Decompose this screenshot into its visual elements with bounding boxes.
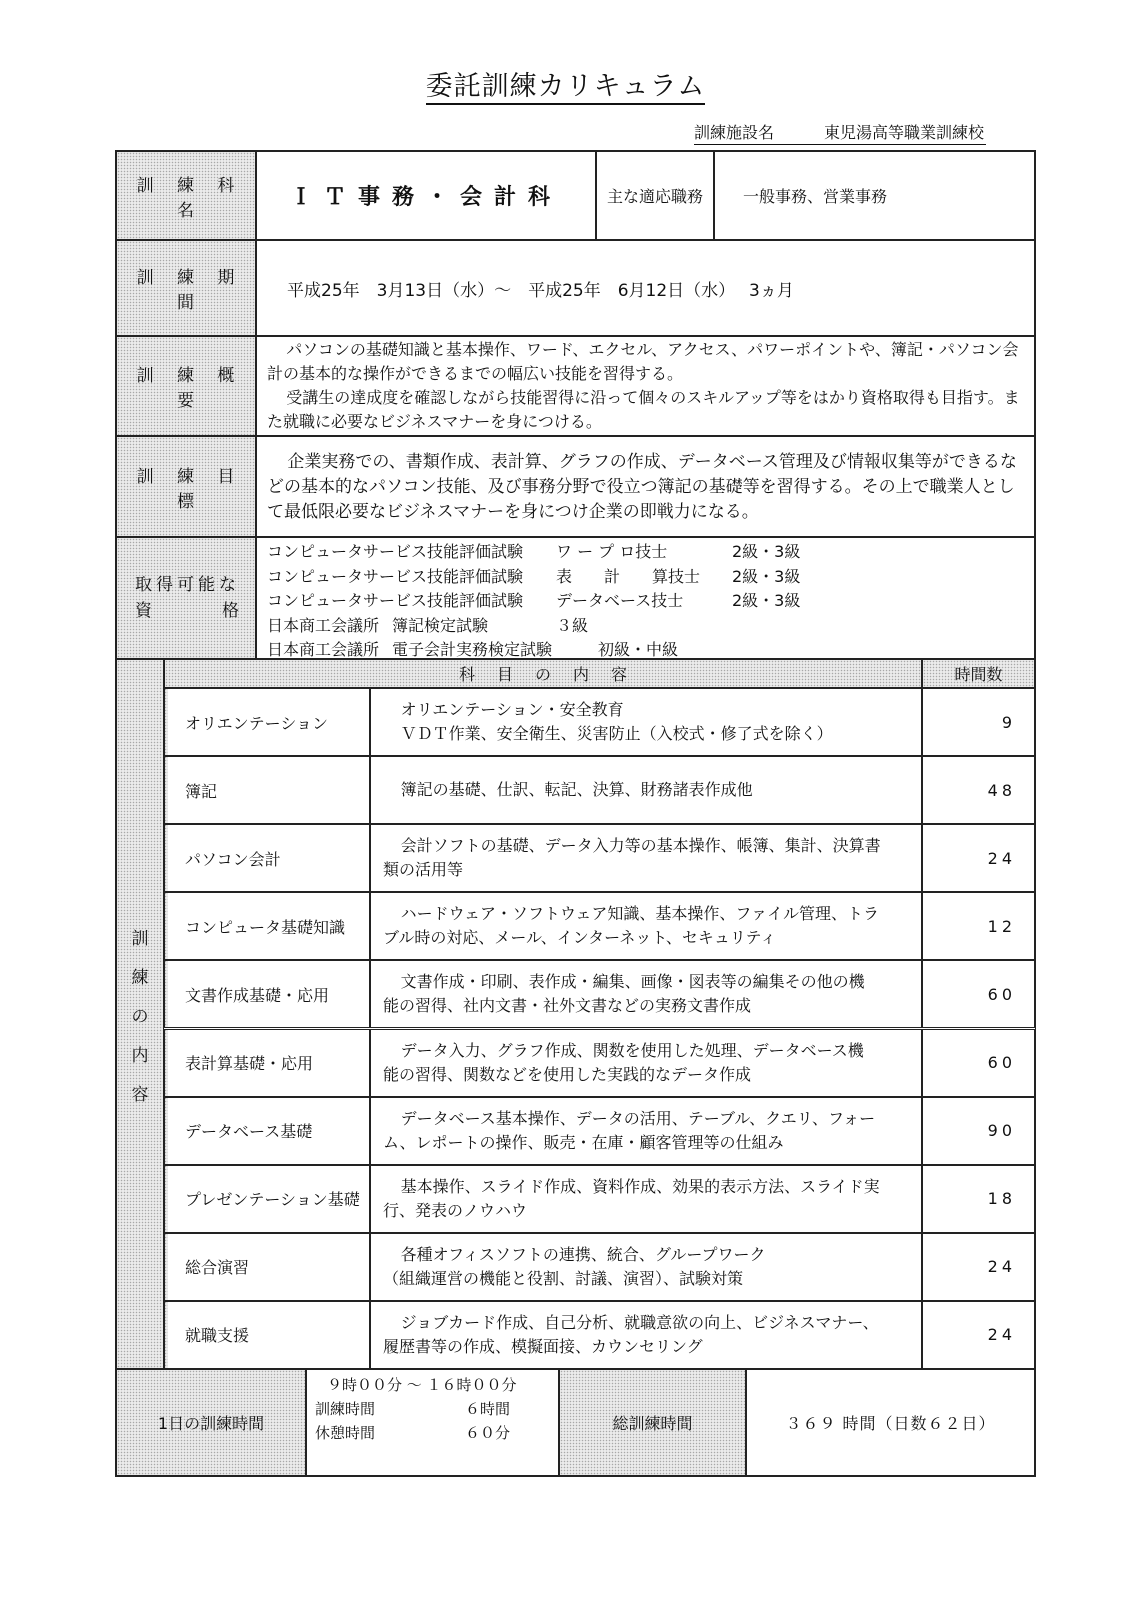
content-line-1: 文書作成・印刷、表作成・編集、画像・図表等の編集その他の機	[400, 972, 865, 992]
subject-hours: 24	[922, 1301, 1035, 1369]
subject-content	[370, 756, 922, 824]
page-title: 委託訓練カリキュラム	[0, 64, 1131, 103]
subject-name: 文書作成基礎・応用	[164, 960, 370, 1028]
daily-train-value: ６時間	[465, 1400, 511, 1418]
qualification-level: 2級・3級	[732, 566, 801, 586]
content-line-2: 履歴書等の作成、模擬面接、カウンセリング	[383, 1336, 703, 1356]
subject-hours: 18	[922, 1165, 1035, 1233]
qualification-level: 2級・3級	[732, 542, 801, 561]
content-line-1: 簿記の基礎、仕訳、転記、決算、財務諸表作成他	[400, 780, 753, 800]
subject-name: プレゼンテーション基礎	[164, 1165, 370, 1233]
qualification-org: 日本商工会議所	[267, 640, 380, 659]
period-label: 訓 練 期 間	[116, 240, 256, 336]
daily-hours-detail	[306, 1369, 559, 1476]
qualification-level: ３級	[556, 615, 589, 635]
subject-name: 簿記	[164, 756, 370, 824]
content-line-2: 能の習得、社内文書・社外文書などの実務文書作成	[383, 996, 752, 1016]
jobs-value: 一般事務、営業事務	[714, 151, 1035, 240]
training-label-char: の	[131, 1006, 149, 1027]
facility-line	[694, 120, 986, 145]
subject-content	[370, 1029, 922, 1097]
hours-header: 時間数	[922, 659, 1035, 688]
qualification-item	[267, 565, 1034, 590]
qualification-name: データベース技士	[556, 591, 684, 610]
subject-content	[370, 1165, 922, 1233]
daily-rest-line	[315, 1421, 558, 1445]
subject-name: 総合演習	[164, 1233, 370, 1301]
content-line-2: 能の習得、関数などを使用した実践的なデータ作成	[383, 1064, 752, 1084]
daily-train-label: 訓練時間	[315, 1400, 376, 1418]
training-label-char: 訓	[131, 928, 149, 949]
qualification-label-char-1: 資	[135, 601, 156, 621]
daily-rest-label: 休憩時間	[315, 1424, 376, 1442]
content-line-1: 各種オフィスソフトの連携、統合、グループワーク	[400, 1244, 766, 1264]
subject-hours: 9	[922, 688, 1035, 756]
training-label-char: 容	[131, 1084, 149, 1105]
qualification-level: 2級・3級	[732, 591, 801, 610]
subject-hours: 24	[922, 1233, 1035, 1301]
subject-name: データベース基礎	[164, 1097, 370, 1165]
facility-value: 東児湯高等職業訓練校	[824, 123, 985, 142]
curriculum-table	[115, 150, 1036, 1477]
subject-name: オリエンテーション	[164, 688, 370, 756]
goal-text	[256, 436, 1035, 537]
subject-content-header: 科目の内容	[164, 659, 922, 688]
qualification-item	[267, 638, 1034, 659]
subject-hours: 90	[922, 1097, 1035, 1165]
content-line-1: 会計ソフトの基礎、データ入力等の基本操作、帳簿、集計、決算書	[400, 836, 881, 856]
content-line-1: ハードウェア・ソフトウェア知識、基本操作、ファイル管理、トラ	[400, 904, 879, 924]
qualification-level: 初級・中級	[598, 640, 679, 659]
subject-name: 表計算基礎・応用	[164, 1029, 370, 1097]
content-line-2: 行、発表のノウハウ	[383, 1200, 528, 1220]
qualification-name: 簿記検定試験	[392, 615, 489, 635]
subject-content	[370, 1233, 922, 1301]
qualification-item	[267, 540, 1034, 565]
course-name: ＩＴ事務・会計科	[256, 151, 596, 240]
subject-hours: 24	[922, 824, 1035, 892]
subject-content	[370, 1097, 922, 1165]
overview-text	[256, 336, 1035, 436]
qualification-list	[256, 537, 1035, 659]
subject-name: コンピュータ基礎知識	[164, 892, 370, 960]
training-content-label	[116, 659, 164, 1369]
subject-name: 就職支援	[164, 1301, 370, 1369]
overview-paragraph-2: 受講生の達成度を確認しながら技能習得に沿って個々のスキルアップ等をはかり資格取得も目指す。また就職に必要なビジネスマナーを身につける。	[267, 388, 1020, 431]
qualification-org: 日本商工会議所	[267, 615, 380, 635]
qualification-label-char-2: 格	[222, 601, 243, 621]
content-line-2: ブル時の対応、メール、インターネット、セキュリティ	[383, 928, 777, 948]
qualification-item	[267, 614, 1034, 639]
subject-content	[370, 824, 922, 892]
qualification-name: 表 計 算技士	[556, 566, 701, 586]
daily-train-line	[315, 1397, 558, 1421]
content-line-1: データ入力、グラフ作成、関数を使用した処理、データベース機	[400, 1040, 864, 1060]
qualification-name: ワ ー プ ロ技士	[556, 542, 668, 561]
subject-hours: 60	[922, 1029, 1035, 1097]
content-line-2: （組織運営の機能と役割、討議、演習）、試験対策	[383, 1268, 744, 1288]
qualification-org: コンピュータサービス技能評価試験	[267, 566, 524, 586]
subject-content	[370, 1301, 922, 1369]
course-name-label: 訓 練 科 名	[116, 151, 256, 240]
facility-label: 訓練施設名	[694, 123, 775, 142]
content-line-1: データベース基本操作、データの活用、テーブル、クエリ、フォー	[400, 1108, 876, 1128]
qualification-item	[267, 589, 1034, 614]
overview-paragraph-1: パソコンの基礎知識と基本操作、ワード、エクセル、アクセス、パワーポイントや、簿記・パソコン会計の基本的な操作ができるまでの幅広い技能を習得する。	[267, 340, 1019, 383]
goal-paragraph: 企業実務での、書類作成、表計算、グラフの作成、データベース管理及び情報収集等ができるなどの基本的なパソコン技能、及び事務分野で役立つ簿記の基礎等を習得する。その上で職業人として最低限必要なビジネスマナーを身につけ企業の即戦力になる。	[267, 451, 1017, 522]
subject-hours: 12	[922, 892, 1035, 960]
content-line-1: オリエンテーション・安全教育	[400, 700, 624, 720]
subject-name: パソコン会計	[164, 824, 370, 892]
daily-rest-value: ６０分	[465, 1424, 511, 1442]
overview-label: 訓 練 概 要	[116, 336, 256, 436]
qualification-org: コンピュータサービス技能評価試験	[267, 542, 524, 561]
content-line-2: ＶＤＴ作業、安全衛生、災害防止（入校式・修了式を除く）	[400, 724, 833, 744]
content-line-2: ム、レポートの操作、販売・在庫・顧客管理等の仕組み	[383, 1132, 784, 1152]
training-label-char: 練	[131, 967, 149, 988]
subject-content	[370, 688, 922, 756]
training-label-char: 内	[131, 1045, 149, 1066]
subject-content	[370, 892, 922, 960]
subject-hours: 48	[922, 756, 1035, 824]
jobs-label: 主な適応職務	[596, 151, 714, 240]
goal-label: 訓 練 目 標	[116, 436, 256, 537]
subject-hours: 60	[922, 960, 1035, 1028]
content-line-2: 類の活用等	[383, 860, 464, 880]
daily-time-range: ９時００分 ～ １６時００分	[327, 1376, 517, 1394]
total-hours-label: 総訓練時間	[559, 1369, 746, 1476]
qualification-label	[116, 537, 256, 659]
daily-hours-label: 1日の訓練時間	[116, 1369, 306, 1476]
qualification-name: 電子会計実務検定試験	[392, 640, 553, 659]
total-hours-value: ３６９ 時間（日数６２日）	[746, 1369, 1035, 1476]
qualification-org: コンピュータサービス技能評価試験	[267, 591, 524, 610]
period-value: 平成25年 3月13日（水）～ 平成25年 6月12日（水） 3ヵ月	[256, 240, 1035, 336]
content-line-1: ジョブカード作成、自己分析、就職意欲の向上、ビジネスマナー、	[400, 1312, 879, 1332]
qualification-label-line1: 取得可能な	[135, 575, 240, 595]
content-line-1: 基本操作、スライド作成、資料作成、効果的表示方法、スライド実	[400, 1176, 880, 1196]
subject-content	[370, 960, 922, 1028]
